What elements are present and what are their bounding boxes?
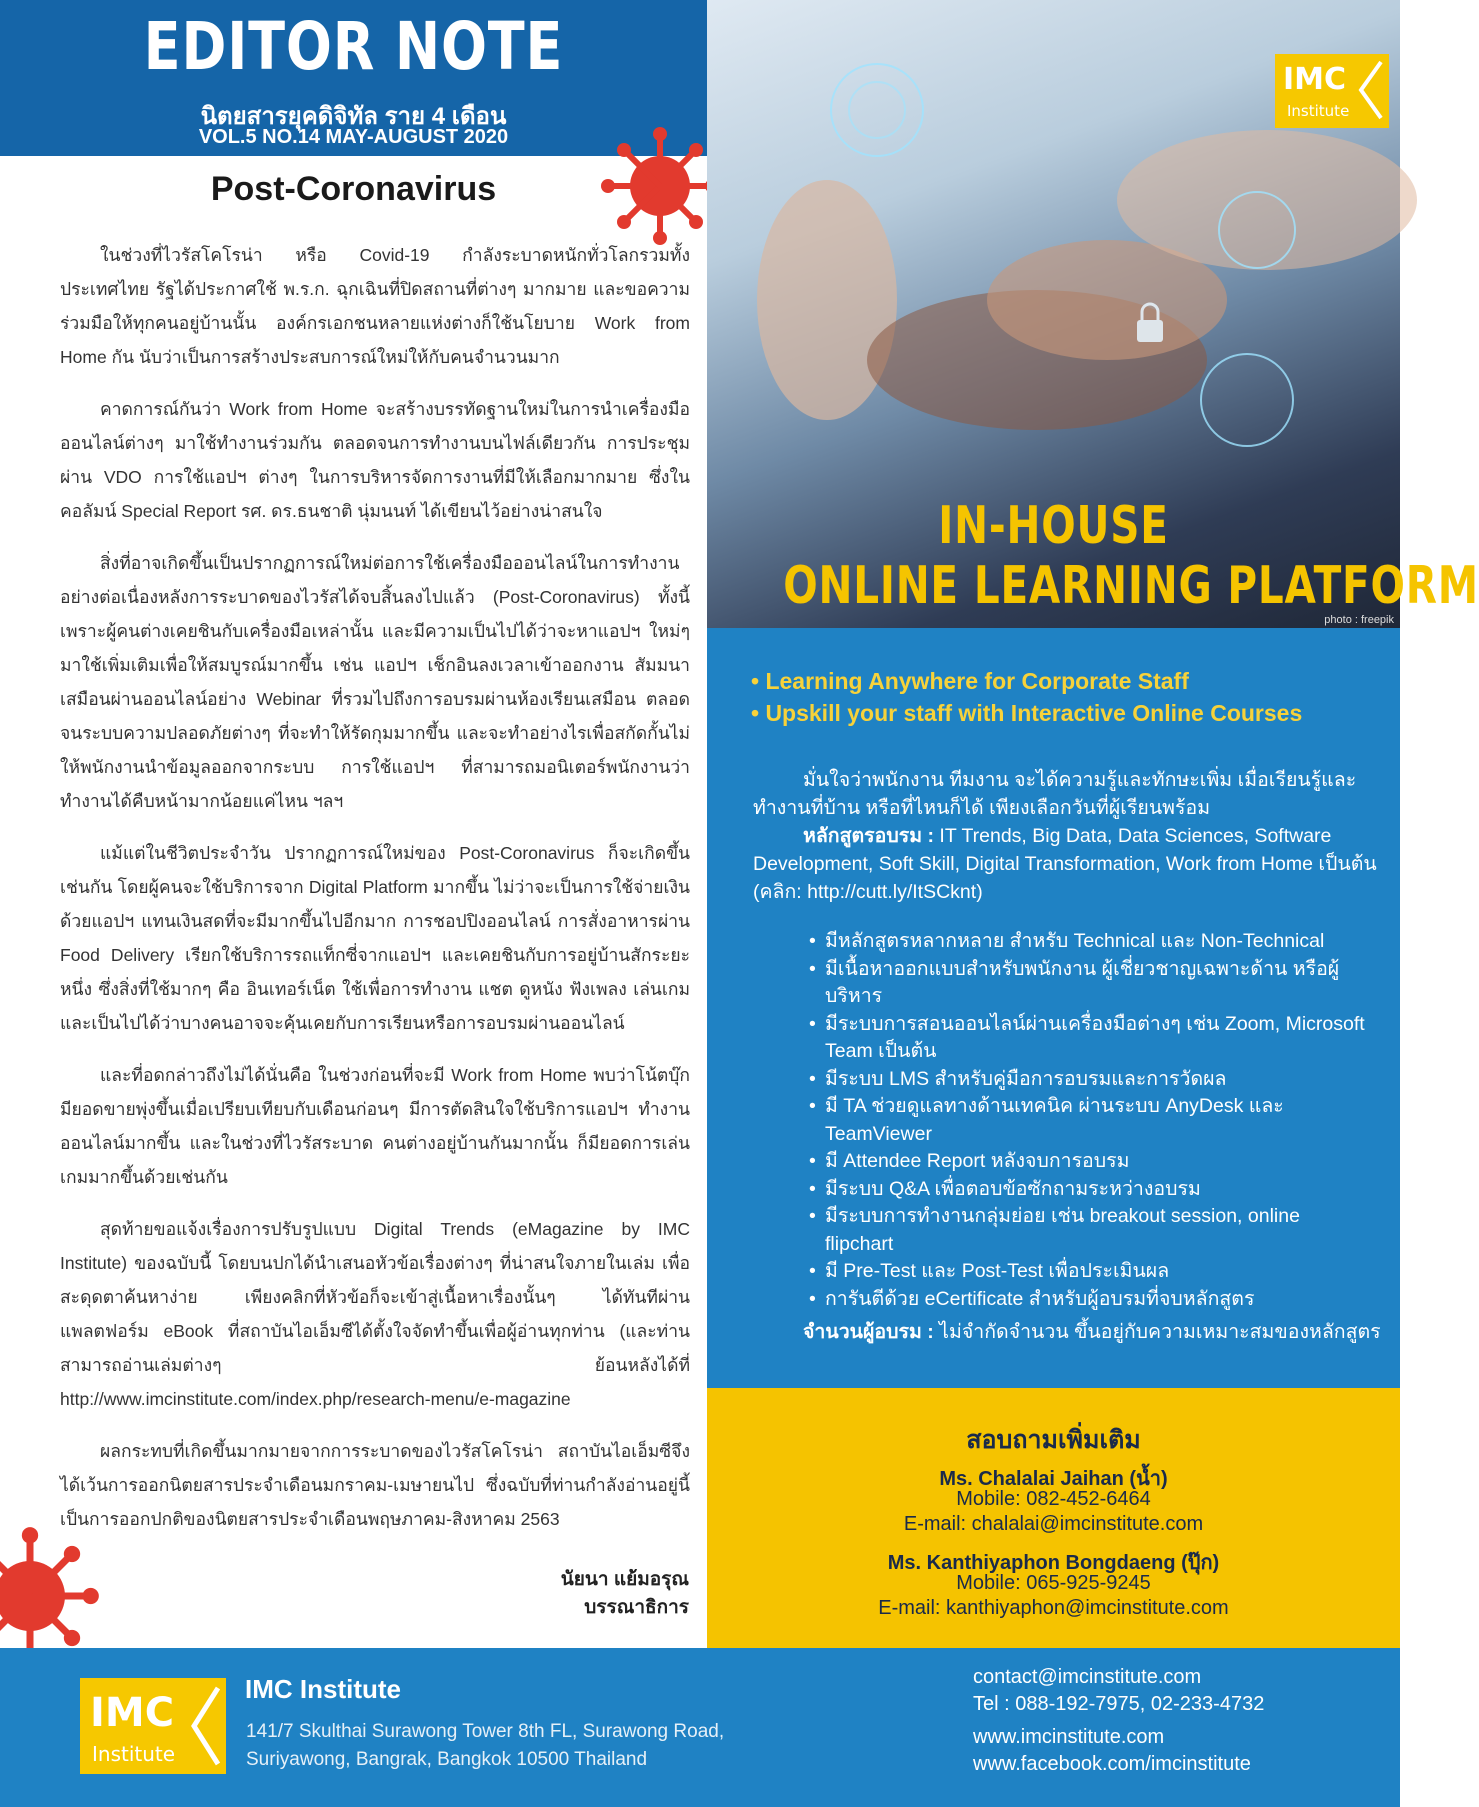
author-name: นัยนา แย้มอรุณ	[560, 1569, 689, 1590]
count-label: จำนวนผู้อบรม :	[803, 1321, 934, 1343]
header-title: EDITOR NOTE	[143, 8, 564, 85]
article-paragraph: สิ่งที่อาจเกิดขึ้นเป็นปรากฏการณ์ใหม่ต่อการใช้เครื่องมือออนไลน์ในการทำงานอย่างต่อเนื่องหลังการระบาดของไวรัสได้จบสิ้นลงไปแล้ว (Post-Coronavirus) ทั้งนี้เพราะผู้คนต่างเคยชินกับเครื่องมือเหล่านั้น และมีความเป็นไปได้ว่าจะหาแอปฯ ใหม่ๆ มาใช้เพิ่มเติมเพื่อให้สมบูรณ์มากขึ้น เช่น แอปฯ เช็กอินลงเวลาเข้าออกงาน สัมมนาเสมือนผ่านออนไลน์อย่าง Webinar ที่รวมไปถึงการอบรมผ่านห้องเรียนเสมือน ตลอดจนระบบความปลอดภัยต่างๆ ที่จะทำให้รัดกุมมากขึ้น และจะทำอย่างไรเพื่อสกัดกั้นไม่ให้พนักงานนำข้อมูลออกจากระบบ การใช้แอปฯ ที่สามารถมอนิเตอร์พนักงานว่าทำงานได้คืบหน้ามากน้อยแค่ไหน ฯลฯ	[60, 553, 690, 811]
website-link[interactable]: www.imcinstitute.com	[973, 1726, 1165, 1748]
article-body	[60, 238, 690, 1554]
feature-list	[809, 928, 1369, 1313]
imc-logo	[80, 1678, 226, 1774]
contact-email[interactable]: E-mail: kanthiyaphon@imcinstitute.com	[878, 1597, 1229, 1619]
contact-mobile: Mobile: 065-925-9245	[956, 1572, 1151, 1594]
contact-email[interactable]: E-mail: chalalai@imcinstitute.com	[903, 1513, 1204, 1535]
courses-label: หลักสูตรอบรม :	[803, 825, 934, 847]
address-line: 141/7 Skulthai Surawong Tower 8th FL, Surawong Road,	[246, 1721, 725, 1742]
contact-phone: Tel : 088-192-7975, 02-233-4732	[973, 1693, 1265, 1715]
address-line: Suriyawong, Bangrak, Bangkok 10500 Thailand	[246, 1749, 648, 1770]
article-paragraph: สุดท้ายขอแจ้งเรื่องการปรับรูปแบบ Digital Trends (eMagazine by IMC Institute) ของฉบับนี้ โดยบนปกได้นำเสนอหัวข้อเรื่องต่างๆ ที่น่าสนใจภายในเล่ม เพื่อสะดุดตาค้นหาง่าย เพียงคลิกที่หัวข้อก็จะเข้าสู่เนื้อหาเรื่องนั้นๆ ได้ทันทีผ่านแพลตฟอร์ม eBook ที่สถาบันไอเอ็มซีได้ตั้งใจจัดทำขึ้นเพื่อผู้อ่านทุกท่าน (และท่านสามารถอ่านเล่มต่างๆ ย้อนหลังได้ที่ http://www.imcinstitute.com/index.php/research-menu/e-magazine	[60, 1219, 690, 1409]
list-item: • มีระบบการทำงานกลุ่มย่อย เช่น breakout session, online flipchart	[809, 1203, 1369, 1258]
contact-name: Ms. Chalalai Jaihan (น้ำ)	[939, 1468, 1168, 1490]
attendee-count	[803, 1316, 1381, 1347]
chevron-left-icon	[188, 1686, 222, 1766]
header-subtitle: นิตยสารยุคดิจิทัล ราย 4 เดือน	[200, 103, 507, 130]
logo-subtext: Institute	[92, 1742, 176, 1766]
facebook-link[interactable]: www.facebook.com/imcinstitute	[973, 1753, 1251, 1775]
article-paragraph: คาดการณ์กันว่า Work from Home จะสร้างบรรทัดฐานใหม่ในการนำเครื่องมือออนไลน์ต่างๆ มาใช้ทำงานร่วมกัน ตลอดจนการทำงานบนไฟล์เดียวกัน การประชุมผ่าน VDO การใช้แอปฯ ต่างๆ ในการบริหารจัดการงานที่มีให้เลือกมากมาย ซึ่งในคอลัมน์ Special Report รศ. ดร.ธนชาติ นุ่มนนท์ ได้เขียนไว้อย่างน่าสนใจ	[60, 399, 690, 521]
contact-email-link[interactable]: contact@imcinstitute.com	[973, 1666, 1202, 1688]
article-paragraph: แม้แต่ในชีวิตประจำวัน ปรากฏการณ์ใหม่ของ Post-Coronavirus ก็จะเกิดขึ้นเช่นกัน โดยผู้คนจะใช้บริการจาก Digital Platform มากขึ้น ไม่ว่าจะเป็นการใช้จ่ายเงินด้วยแอปฯ แทนเงินสดที่จะมีมากขึ้นไปอีกมาก การชอปปิงออนไลน์ การสั่งอาหารผ่าน Food Delivery เรียกใช้บริการรถแท็กซี่จากแอปฯ และเคยชินกับการอยู่บ้านสักระยะหนึ่ง ซึ่งสิ่งที่ใช้มากๆ คือ อินเทอร์เน็ต ใช้เพื่อการทำงาน แชต ดูหนัง ฟังเพลง เล่นเกม และเป็นไปได้ว่าบางคนอาจจะคุ้นเคยกับการเรียนหรือการอบรมผ่านออนไลน์	[60, 843, 690, 1033]
contact-mobile: Mobile: 082-452-6464	[956, 1488, 1151, 1510]
article-paragraph: ในช่วงที่ไวรัสโคโรน่า หรือ Covid-19 กำลังระบาดหนักทั่วโลกรวมทั้งประเทศไทย รัฐได้ประกาศใช้ พ.ร.ก. ฉุกเฉินที่ปิดสถานที่ต่างๆ มากมาย และขอความร่วมมือให้ทุกคนอยู่บ้านนั้น องค์กรเอกชนหลายแห่งต่างก็ใช้นโยบาย Work from Home กัน นับว่าเป็นการสร้างประสบการณ์ใหม่ให้กับคนจำนวนมาก	[60, 245, 690, 367]
promo-heading-line2: ONLINE LEARNING PLATFORM	[783, 556, 1479, 616]
count-text: ไม่จำกัดจำนวน ขึ้นอยู่กับความเหมาะสมของหลักสูตร	[933, 1321, 1381, 1343]
logo-subtext: Institute	[1287, 102, 1350, 120]
promo-heading-line1: IN-HOUSE	[938, 496, 1169, 556]
inquiry-panel	[707, 1388, 1400, 1648]
list-item: • มีเนื้อหาออกแบบสำหรับพนักงาน ผู้เชี่ยวชาญเฉพาะด้าน หรือผู้บริหาร	[809, 956, 1369, 1011]
footer	[0, 1648, 1400, 1807]
photo-credit: photo : freepik	[1324, 614, 1394, 626]
article-paragraph: ผลกระทบที่เกิดขึ้นมากมายจากการระบาดของไวรัสโคโรน่า สถาบันไอเอ็มซีจึงได้เว้นการออกนิตยสารประจำเดือนมกราคม-เมษายนไป ซึ่งฉบับที่ท่านกำลังอ่านอยู่นี้เป็นการออกปกติของนิตยสารประจำเดือนพฤษภาคม-สิงหาคม 2563	[60, 1441, 690, 1529]
signature	[561, 1566, 689, 1622]
courses-text: IT Trends, Big Data, Data Sciences, Software Development, Soft Skill, Digital Transformation, Work from Home เป็นต้น (คลิก: http://cutt.ly/ItSCknt)	[753, 825, 1377, 903]
highlight-line: • Upskill your staff with Interactive Online Courses	[751, 700, 1303, 726]
list-item: • มีหลักสูตรหลากหลาย สำหรับ Technical และ Non-Technical	[809, 928, 1369, 956]
list-item: • การันตีด้วย eCertificate สำหรับผู้อบรมที่จบหลักสูตร	[809, 1286, 1369, 1314]
logo-text: IMC	[90, 1690, 175, 1736]
course-intro	[753, 766, 1383, 906]
list-item: • มี Attendee Report หลังจบการอบรม	[809, 1148, 1369, 1176]
course-info-panel	[707, 628, 1400, 1388]
logo-text: IMC	[1283, 62, 1347, 97]
highlight-line: • Learning Anywhere for Corporate Staff	[751, 668, 1189, 694]
footer-contact	[973, 1664, 1264, 1778]
chevron-left-icon	[1355, 60, 1385, 120]
author-role: บรรณาธิการ	[584, 1597, 689, 1618]
editor-article	[0, 156, 707, 1648]
header-volume: VOL.5 NO.14 MAY-AUGUST 2020	[198, 126, 509, 148]
list-item: • มีระบบ Q&A เพื่อตอบข้อซักถามระหว่างอบรม	[809, 1176, 1369, 1204]
list-item: • มี Pre-Test และ Post-Test เพื่อประเมินผล	[809, 1258, 1369, 1286]
org-address	[246, 1718, 724, 1774]
inquiry-title: สอบถามเพิ่มเติม	[966, 1426, 1141, 1454]
imc-logo	[1275, 54, 1389, 128]
list-item: • มีระบบการสอนออนไลน์ผ่านเครื่องมือต่างๆ เช่น Zoom, Microsoft Team เป็นต้น	[809, 1011, 1369, 1066]
list-item: • มีระบบ LMS สำหรับคู่มือการอบรมและการวัดผล	[809, 1066, 1369, 1094]
org-name: IMC Institute	[245, 1674, 401, 1704]
article-title: Post-Coronavirus	[210, 170, 497, 208]
intro-text: มั่นใจว่าพนักงาน ทีมงาน จะได้ความรู้และทักษะเพิ่ม เมื่อเรียนรู้และทำงานที่บ้าน หรือที่ไหนก็ได้ เพียงเลือกวันที่ผู้เรียนพร้อม	[753, 769, 1357, 819]
contact-name: Ms. Kanthiyaphon Bongdaeng (ปุ๊ก)	[887, 1552, 1220, 1574]
list-item: • มี TA ช่วยดูแลทางด้านเทคนิค ผ่านระบบ AnyDesk และ TeamViewer	[809, 1093, 1369, 1148]
article-paragraph: และที่อดกล่าวถึงไม่ได้นั่นคือ ในช่วงก่อนที่จะมี Work from Home พบว่าโน้ตบุ๊กมียอดขายพุ่งขึ้นเมื่อเปรียบเทียบกับเดือนก่อนๆ มีการตัดสินใจใช้บริการแอปฯ ทำงานออนไลน์มากขึ้น และในช่วงที่ไวรัสระบาด คนต่างอยู่บ้านกันมากนั้น ก็มียอดการเล่นเกมมากขึ้นด้วยเช่นกัน	[60, 1065, 690, 1187]
